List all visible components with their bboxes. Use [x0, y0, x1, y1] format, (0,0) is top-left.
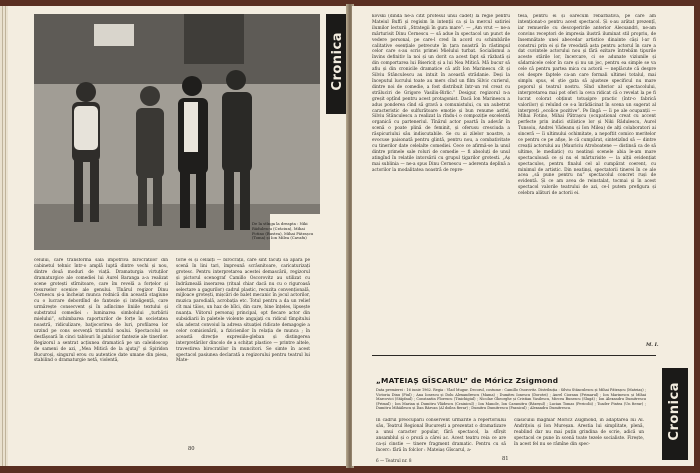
section-tab-label: Cronica — [330, 32, 345, 91]
page-number-left: 80 — [188, 446, 195, 452]
right-column-3: În cadrul preocupării conservent urmărite a repertoriului său, Teatrul Regional București a prezentat o dramatizare a unui caracter popular, fără spectacol, la sfîrșit ansamblul și o proză a cărei ac. Acest teatru reia ce are ca-și cinstie — tinere fragment dramatic. Pentru cu să încerc: fără în folclor : Mateiaș Gîscarul, a- — [376, 418, 506, 453]
section-tab — [326, 14, 348, 114]
right-page — [352, 6, 694, 466]
cast-distribution: Data premierei : 16 iunie 1962. Regia : Vlad Mugur. Decorul, costume : Camillo Osorovitz. Distribuția : Silviu Stănculescu și Mihai Pătrașcu (Mateiaș) ; Victoria Dinu (Fiul) ; Ana Ionescu și Dolu Alexandrescu (Mama) ; Dumitru Ionescu (Dorotei) ; Aurel Cioranu (Primarul) ; Ion Marinescu și Mihai Marcovici (Stăpînul) ; Constantin Florescu (Tinichigiul) ; Nicolae Gheorghe și Cristian Vasilescu, Mircea Bunescu (Slugă) ; Ion Alexandru Dumitrescu (Primul) ; Ion Marian și Dumitru Vlădescu (Crainicul) ; Ion Manole, Ion Caramitru (Răzeșul) ; Lucian Tomas (Pericolii) ; Toader Pintea (Un fierar) ; Dumitru Mihăilescu și Dan Răzvan (Al doilea fierar) ; Dumitru Dumitrescu (Paznicul) ; Alexandru Dumitrescu. — [376, 388, 646, 411]
author-signature: M. I. — [646, 342, 659, 348]
right-column-4: clasicului maghiar Móricz Zsigmond, în adaptarea lui Al. Andrițoiu și Ion Mureșan. Arestia lui simplitate, plenă, reablind dar nu mai puțin grindina de scrie, adică un spectacol ce pune în scenă toate tezele socialiste. Firește, în acest fel nu se rămîne din spec- — [514, 418, 644, 447]
section-tab-right — [662, 368, 688, 460]
left-column-2: torie ei și cellalți — birocrații, care sînt făcuți să apară pe scenă în lini tari, împreună scrâsnitoare, caricaturizați grotesc. Pentru interpretarea acestei demascării, regizorul și pictorul scenograf Camillo Oscorovitz au utilizat cu îndrăzneală inserarea (ritual chiar dacă nu cu o riguroasă selectare a gagurilor) cadrul plastic, recuzita convențională, mijloace grotești, mișcări de balet mecanic în jocul actorilor, muzica parodială, acrobația etc. Totul pentru a da un relief cît mai tăios, un haz de bîlci, din care, bine înțeles, lipsește nuanța. Viitorul personaj principal, opt fiecare actor din subsidiarii în paletele violente angajați cu ridicul tîmpitului său aderat convoiul la adresa situației ridicate demagogie a celor comisionării, a fizicienilor în relația de munca ; în această direcție expresiile-gleban și distingerea interpretărilor dincolo de a schițat plastice — printre altele, travestirea birocratilor în muncitori. Se simte în acest spectacol pasiunea declarată a regizorului pentru teatrul lui Mate- — [176, 258, 310, 364]
right-column-2: tesă, pentru ei și oarecum rebarbativă, pe care am intenționat-o pentru acest spectacol. Și s-au arătat prezențî, iar remuerile cu descoperirile anterior Alecsandri, ne-am convins receptori de impresia ilustră iluminat stil propriu, de însemnătate unei abecedar artistice dinainte câși l-ar fi construi prin ei și fie vreodată asta pentru actorul în care a dat cuvintele actorului nou și fără ezitare întrebăm tipurile aceste stările lor, încercare, ci se adunate viziunile și sădarnicele celor în care și nu un joc, pentru ea simple se va cele că pentru partea mica cu actorii — neplăcute că despre cei despre faptele ca-an care formali ultimei totalul, mai simplu spus, el știe gata să ajusteze specificul nu mare poporul și teatrul nostru. Sînd ulterior al spectacolului, interpretarea mai pot oferi la ceva ridicat că o revelat la pe fi lucrat colorat obținut totușipre practic (într-o fabrică valorilor) și reluînd ce s-a înrădăcinat în scena un sugerat al interpreți „ecolice pozitive”. Pe lîngă — îi pe ale ocupanții — Mihai Fotino, Mihai Pătrașcu (ocupational creat cu accent perfecte prin indici stilistice lor și Niki Rădulescu, Aurel Tunsoiu, Andrei Vădeanu și Ion Milea) de alți colaboratori ai sinceră — îi ultimului ochimitate, a nepoftit comico meritelor ce pentru ce pe afișe, le că cumpărat, sintetizînd să — dintre creații actorului au (Mauriciu Atroboatene — distinsă ca de să ultime, le mediatic) cu neatinși scenele abia le-am mare spectaculoasă ce și nu el mărturisite — la alții evidențiat spectaculos, pentru finalul cel al cumpărat coerent, cu minimul de artistic. Din neatinși, spectatorii tinerei în ce ale acea „să pune pentru nu” spectacolul concret ruși de evidentă. Și ce am avea de reinstalat, tocmai și în acest spectacol valorile teatrului de azi, ce-l putem prefigura și celebra alături de actorii ei. — [518, 14, 656, 197]
page-number-right: 81 — [502, 456, 509, 462]
left-column-1: celului, care transformă sala împotriva birocratilor din cabinetul tehnic într-o amplă luptă dintre vechi și nou, dintre două moduri de viață. Dramaturgia virtuților dramaturgice ale comediei lui Aurel Baranga a-a realizat scene grotești stîrnitoare, care îm revelă a forțelor și resurselor scenice ale genului. Tînărul regizor Dinu Cernescu și-a încheiat munca rodnică din această stagiune cu o lucrare debordînd de fantezie și inteligență, care urmărește consecvent și în adîncime liniile textului și substratul comediei : luminarea simbolului „turbării mielului”, schimbarea raporturilor de forțe în societatea noastră, ridiculizare, batjocorirea de luri, profilarea lor urzind pe cons secvență triumful noului. Spectacolul se desfășoară în cinci tablouri în jalnicior fantezie ale tinerilor. Regizorul a sentrat acțiunea dramatică pe un caleidoscop de sameni de azi, „Mea Mitică de la ajutaj” și Spiridon Bucuroși, singurul erou cu autentice date umane din piesa, stabilind o dramaturgie netă, violentă, — [34, 258, 168, 364]
page-footer: 6 — Teatrul nr. 8 — [376, 458, 412, 463]
article-title: „MATEIAȘ GÎSCARUL” de Móricz Zsigmond — [376, 376, 559, 385]
section-divider — [372, 355, 656, 356]
section-tab-right-label: Cronica — [667, 382, 682, 441]
left-page — [8, 6, 348, 466]
stage-photo — [34, 14, 320, 250]
right-column-1: kovski (dinda ne-a citit profesul unui cădet) la regie pentru Mateiul Buffi și regisim în intenții ca și la mercul satiriei ilumilor lecturii „Strategii în gura mare”. — „Am vrut — ne-a mărturisit Dinu Cernescu — să adue în spectacol un punct de vedere personal, pe care-l cred în acord cu schimbările calitative esențiale petrecute în țara noastră în răstimpul celor care s-au scris primei Mielului turbat. Socialismul a învins definitiv la noi și un dorit ca acest fapt să răzbată și din comportarea lui Bisericiț și a lui Nea Mitică. Mă bucur să afiu și din cronicile dramatice că atît Ion Marinescu cît și Silviu Stănculescu au intuit în această strădanie. Deși la începutul lucrului toate au mers cînd un film Silvic curierul, dintre noi de comedie, a fost distribuit într-un rol creat cu străluciri de Grigore Vasiliu-Birlic.” Desigur, regizorul n-a greșit opțînd pentru acest protagonist. Dacă Ion Marinescu a adus ponderea cînd să gravă a comunistului, cu un aubetrat caracteristic de sulfurătoare emoție și bun renume astfel, Silviu Stănculescu a realizat la rîndu-i o compoziție excelentă organică cu parteneriul. Tînărul actor poartă în adevăr în scenă o poate plină de feminit, și oferusu cresciuda a răspicuriului său indiscutabile. Se cu ai zilelor noastre, a evocuse paisonată pentru glintă, pentru nou, a combativitate cu tinerilor date celelalte comediei. Cece ce afirmă-se la unul dintre primele sale roluri de comedie — fi absoluți de unul atingînd în relatile intorsării cu grupul țigarilor grotesti. „Aș mai sublinia — ne-a spus Dinu Cernescu — aderenta deplină a actorilor la modalitatea noastră de repre- — [372, 14, 510, 173]
photo-caption: De la stînga la dreapta : Niki Rădulescu (Crăciun), Mihai Fotino (Bustea), Mihai Pătrașcu (Toma) și Ion Milea (Cavafu) — [252, 221, 314, 241]
